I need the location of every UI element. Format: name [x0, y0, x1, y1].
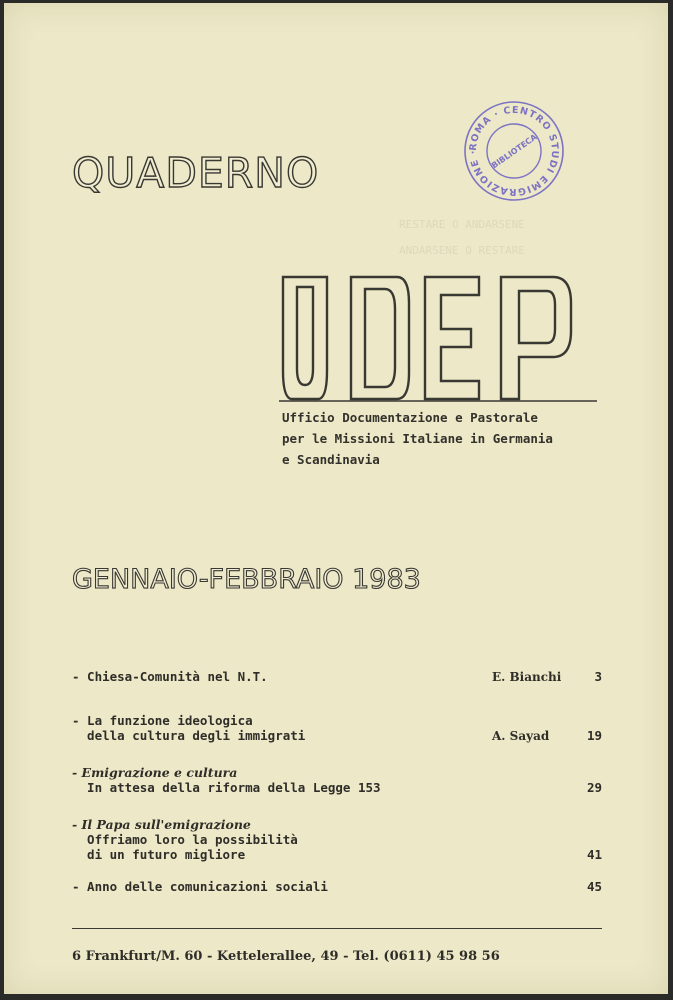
toc-author: A. Sayad: [492, 729, 550, 743]
logo-letter-u: [283, 277, 327, 399]
toc-title-line: - Il Papa sull'emigrazione: [72, 817, 251, 832]
toc-page-number: 19: [586, 728, 602, 743]
footer-rule: [72, 928, 602, 929]
stamp-ring-text: ROMA · CENTRO STUDI EMIGRAZIONE ·: [467, 104, 561, 198]
toc-page-number: 29: [586, 780, 602, 795]
toc-title-line: - Chiesa-Comunità nel N.T.: [72, 669, 268, 684]
stamp-center-text: BIBLIOTECA: [489, 132, 539, 171]
toc-page-number: 41: [586, 847, 602, 862]
toc-page-number: 45: [586, 879, 602, 894]
toc-title-line: - La funzione ideologica: [72, 713, 253, 728]
library-stamp: [462, 99, 566, 203]
toc-author: E. Bianchi: [492, 670, 562, 684]
logo-letter-e: [425, 277, 479, 399]
subtitle-line: Ufficio Documentazione e Pastorale: [282, 410, 538, 425]
toc-page-number: 3: [594, 669, 602, 684]
subtitle-line: per le Missioni Italiane in Germania: [282, 431, 553, 446]
toc-title-line: - Anno delle comunicazioni sociali: [72, 879, 328, 894]
toc-title-line: - Emigrazione e cultura: [72, 765, 238, 780]
udep-logo: [279, 273, 599, 405]
logo-letter-d: [351, 277, 409, 399]
logo-letter-p: [501, 277, 571, 399]
toc-title-line: della cultura degli immigrati: [72, 728, 306, 743]
toc-title-line: di un futuro migliore: [72, 847, 246, 862]
publisher-address: 6 Frankfurt/M. 60 - Kettelerallee, 49 - Tel. (0611) 45 98 56: [72, 949, 500, 964]
issue-date: GENNAIO-FEBBRAIO 1983: [72, 564, 421, 595]
organization-subtitle: [282, 407, 553, 470]
subtitle-line: e Scandinavia: [282, 452, 380, 467]
toc-title-line: In attesa della riforma della Legge 153: [72, 780, 381, 795]
bleed-through-text: RESTARE O ANDARSENE ANDARSENE O RESTARE: [399, 218, 525, 257]
header-word: QUADERNO: [72, 149, 320, 197]
cover-page: [4, 3, 668, 994]
toc-title-line: Offriamo loro la possibilità: [72, 832, 298, 847]
